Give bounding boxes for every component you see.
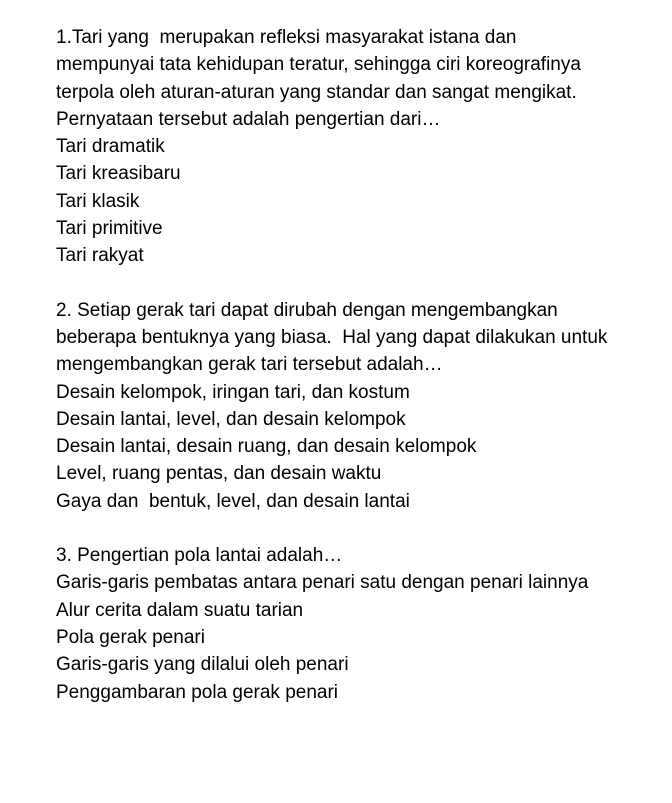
question-1-option-1: Tari dramatik <box>56 136 165 158</box>
question-2-option-4: Level, ruang pentas, dan desain waktu <box>56 463 382 485</box>
question-1 <box>56 24 616 270</box>
question-2-text: 2. Setiap gerak tari dapat dirubah dengan mengembangkan beberapa bentuknya yang biasa. Hal yang dapat dilakukan untuk mengembangkan gerak tari tersebut adalah… <box>56 299 613 376</box>
question-1-option-4: Tari primitive <box>56 218 163 240</box>
question-3-text: 3. Pengertian pola lantai adalah… <box>56 545 343 567</box>
question-2-option-1: Desain kelompok, iringan tari, dan kostum <box>56 381 410 403</box>
question-3-option-5: Penggambaran pola gerak penari <box>56 681 339 703</box>
question-3 <box>56 542 616 706</box>
question-3-option-3: Pola gerak penari <box>56 626 205 648</box>
question-2-option-2: Desain lantai, level, dan desain kelompok <box>56 408 406 430</box>
question-1-option-2: Tari kreasibaru <box>56 163 181 185</box>
question-2-option-3: Desain lantai, desain ruang, dan desain kelompok <box>56 436 477 458</box>
question-3-option-2: Alur cerita dalam suatu tarian <box>56 599 304 621</box>
question-2-option-5: Gaya dan bentuk, level, dan desain lantai <box>56 490 410 512</box>
question-3-option-1: Garis-garis pembatas antara penari satu dengan penari lainnya <box>56 572 589 594</box>
question-3-option-4: Garis-garis yang dilalui oleh penari <box>56 654 349 676</box>
question-1-text: 1.Tari yang merupakan refleksi masyarakat istana dan mempunyai tata kehidupan teratur, sehingga ciri koreografinya terpola oleh aturan-aturan yang standar dan sangat mengikat. Pernyataan tersebut adalah pengertian dari… <box>56 27 588 130</box>
question-1-option-3: Tari klasik <box>56 190 140 212</box>
question-1-option-5: Tari rakyat <box>56 245 144 267</box>
question-2 <box>56 297 616 515</box>
